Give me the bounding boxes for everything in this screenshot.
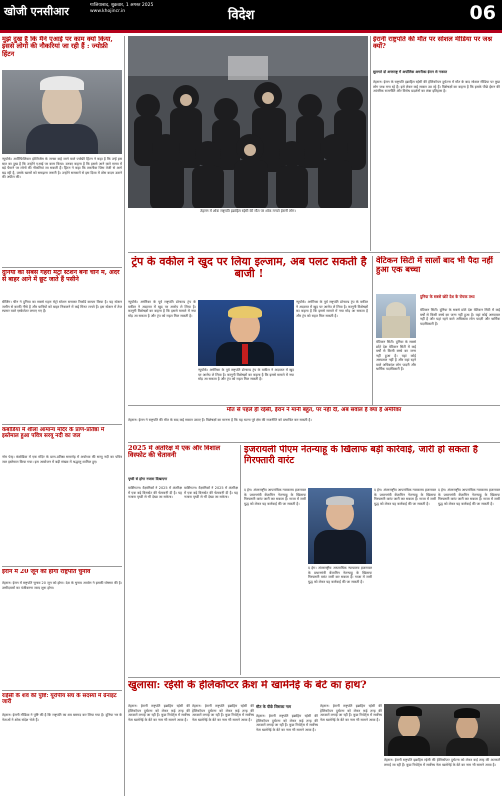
center-rule-3 xyxy=(128,442,500,443)
strip-headline-box xyxy=(128,407,500,416)
strip-headline: मौत से पहले ही रईसी, ईरान ने मानी बहुत, पर नहीं दी, अब सवाल है क्या है अमेरिका xyxy=(226,407,402,413)
column-divider-right xyxy=(370,36,371,251)
center-rule-1 xyxy=(128,252,500,253)
netanyahu-body-1: द हेग। अंतरराष्ट्रीय आपराधिक न्यायालय इजरायल के प्रधानमंत्री बेंजामिन नेतन्याहू के खिलाफ गिरफ्तारी वारंट जारी कर सकता है। गाजा में जारी युद्ध को लेकर यह कार्रवाई की जा सकती है। xyxy=(244,488,306,506)
trump-headline-box xyxy=(128,256,370,296)
khamenei-body-5: तेहरान। ईरानी राष्ट्रपति इब्राहिम रईसी की हेलिकॉप्टर दुर्घटना को लेकर कई तरह की अटकलें लगाई जा रही हैं। कुछ रिपोर्ट्स में सर्वोच्च नेता खामेनेई के बेटे का नाम भी सामने आया है। xyxy=(384,758,500,767)
date-line-1: गाजियाबाद, शुक्रवार, 1 अगस्त 2025 xyxy=(90,3,154,8)
story-raisi-body-text: तेहरान। ईरानी मीडिया ने पुष्टि की है कि राष्ट्रपति का शव बरामद कर लिया गया है। दुनिया भर के नेताओं ने शोक संदेश भेजे हैं। xyxy=(2,713,122,722)
figure-2-robe xyxy=(446,738,488,756)
page-number: 06 xyxy=(469,2,496,24)
trump-body-col3: न्यूयॉर्क। अमेरिका के पूर्व राष्ट्रपति डोनाल्ड ट्रंप के वकील ने अदालत में खुद पर आरोप ले लिया है। कानूनी विशेषज्ञों का कहना है कि इससे मामले में नया मोड़ आ सकता है और ट्रंप को राहत मिल सकती है। xyxy=(296,300,368,318)
khamenei-body-2: तेहरान। ईरानी राष्ट्रपति इब्राहिम रईसी की हेलिकॉप्टर दुर्घटना को लेकर कई तरह की अटकलें लगाई जा रही हैं। कुछ रिपोर्ट्स में सर्वोच्च नेता खामेनेई के बेटे का नाम भी सामने आया है। xyxy=(192,704,254,722)
masthead xyxy=(0,0,502,30)
khamenei-body-1: तेहरान। ईरानी राष्ट्रपति इब्राहिम रईसी की हेलिकॉप्टर दुर्घटना को लेकर कई तरह की अटकलें लगाई जा रही हैं। कुछ रिपोर्ट्स में सर्वोच्च नेता खामेनेई के बेटे का नाम भी सामने आया है। xyxy=(128,704,190,722)
netanyahu-hair xyxy=(326,496,354,505)
vatican-body: वेटिकन सिटी। दुनिया के सबसे छोटे देश वेटिकन सिटी में कई वर्षों से किसी बच्चे का जन्म नहीं हुआ है। यहां कोई अस्पताल नहीं है और यहां रहने वाले अधिकांश लोग पादरी और धार्मिक पदाधिकारी हैं। xyxy=(420,308,500,326)
strip-body: तेहरान। ईरान ने राष्ट्रपति की मौत के बाद कई सवाल उठाए हैं। विशेषज्ञों का मानना है कि यह घटना पूरे क्षेत्र की राजनीति को प्रभावित कर सकती है। xyxy=(128,418,312,422)
netanyahu-divider xyxy=(240,445,241,675)
date-line-2: www.khojincr.in xyxy=(90,9,126,14)
date-line xyxy=(90,3,153,15)
left-rule-1 xyxy=(2,267,122,268)
story-election-body: तेहरान। ईरान में राष्ट्रपति चुनाव 20 जून को होगा। देश के चुनाव आयोग ने इसकी घोषणा की है। उम्मीदवारों का पंजीकरण जल्द शुरू होगा। xyxy=(2,581,122,590)
story-hinton-body: न्यूयॉर्क। आर्टिफिशियल इंटेलिजेंस के जनक कहे जाने वाले ज्योफ्री हिंटन ने कहा है कि उन्हें इस बात का दुख है कि उन्होंने एआई पर काम किया। उनका कहना है कि इससे आने वाले समय में बड़े पैमाने पर लोगों की नौकरियां जा सकती हैं। हिंटन ने कहा कि तकनीक जिस तेजी से आगे बढ़ रही है, उसके खतरों को समझना जरूरी है। उन्होंने सरकारों से इस दिशा में ठोस कदम उठाने की अपील की। xyxy=(2,157,122,179)
vatican-building xyxy=(382,316,410,338)
netanyahu-headline: इजरायली पीएम नेतन्याहू के खिलाफ बड़ी कार्रवाई, जारी हो सकता है गिरफ्तारी वारंट xyxy=(244,445,478,466)
netanyahu-suit xyxy=(314,530,366,564)
center-rule-4 xyxy=(128,677,500,678)
left-rule-3 xyxy=(2,566,122,567)
story-election-headline: ईरान में 20 जून को होगा राष्ट्रपति चुनाव xyxy=(2,569,91,575)
crowd-photo-caption: तेहरान में शोक राष्ट्रपति इब्राहिम रईसी की मौत पर शोक मनाते ईरानी लोग। xyxy=(200,209,296,213)
asteroid-headline-box xyxy=(128,445,238,475)
masthead-rule xyxy=(0,30,502,33)
social-media-headline: ईरानी राष्ट्रपति की मौत पर सोशल मीडिया पर जश्न क्यों? xyxy=(373,36,492,51)
khamenei-headline-box xyxy=(128,680,500,702)
story-metro-body: बीजिंग। चीन ने दुनिया का सबसे गहरा मेट्रो स्टेशन बनाकर रिकॉर्ड कायम किया है। यह स्टेशन जमीन से काफी नीचे है और यात्रियों को बाहर निकलने में कई मिनट लगते हैं। इस स्टेशन में तेज रफ्तार वाले एस्केलेटर लगाए गए हैं। xyxy=(2,300,122,313)
mourning-crowd-photo xyxy=(128,36,368,208)
story-metro-headline-box xyxy=(2,270,122,298)
story-hinton-headline: मुझे दुख है कि मैंने एआई पर काम क्यों किया, इससे लोगों की नौकरियां जा रही हैं : ज्योफ्री हिंटन xyxy=(2,36,113,58)
khamenei-subhead: मौत के पीछे जिसका नाम xyxy=(256,704,292,709)
trump-tie xyxy=(242,344,248,364)
trump-headline: ट्रंप के वकील ने खुद पर लिया इल्जाम, अब पलट सकती है बाजी ! xyxy=(131,256,367,281)
trump-body-right: न्यूयॉर्क। अमेरिका के पूर्व राष्ट्रपति डोनाल्ड ट्रंप के वकील ने अदालत में खुद पर आरोप ले लिया है। कानूनी विशेषज्ञों का कहना है कि इससे मामले में नया मोड़ आ सकता है और ट्रंप को राहत मिल सकती है। xyxy=(198,368,294,381)
khamenei-body-4: तेहरान। ईरानी राष्ट्रपति इब्राहिम रईसी की हेलिकॉप्टर दुर्घटना को लेकर कई तरह की अटकलें लगाई जा रही हैं। कुछ रिपोर्ट्स में सर्वोच्च नेता खामेनेई के बेटे का नाम भी सामने आया है। xyxy=(320,704,382,722)
khamenei-body-3: तेहरान। ईरानी राष्ट्रपति इब्राहिम रईसी की हेलिकॉप्टर दुर्घटना को लेकर कई तरह की अटकलें लगाई जा रही हैं। कुछ रिपोर्ट्स में सर्वोच्च नेता खामेनेई के बेटे का नाम भी सामने आया है। xyxy=(256,714,318,732)
vatican-divider xyxy=(372,256,373,406)
story-cambodia-headline: कंबोडिया में शीला आमान्य मंदिर के प्राण-प्रतिष्ठा में इस्तेमाल हुआ पवित्र सरयू नदी का जल xyxy=(2,427,105,440)
vatican-headline-box xyxy=(376,256,500,292)
trump-body-left: न्यूयॉर्क। अमेरिका के पूर्व राष्ट्रपति डोनाल्ड ट्रंप के वकील ने अदालत में खुद पर आरोप ले लिया है। कानूनी विशेषज्ञों का कहना है कि इससे मामले में नया मोड़ आ सकता है और ट्रंप को राहत मिल सकती है। xyxy=(128,300,196,318)
vatican-body-col: वेटिकन सिटी। दुनिया के सबसे छोटे देश वेटिकन सिटी में कई वर्षों से किसी बच्चे का जन्म नहीं हुआ है। यहां कोई अस्पताल नहीं है और यहां रहने वाले अधिकांश लोग पादरी और धार्मिक पदाधिकारी हैं। xyxy=(376,340,416,371)
section-title: विदेश xyxy=(228,8,255,23)
story-hinton-headline-box xyxy=(2,36,122,68)
crowd-illustration xyxy=(128,36,368,208)
asteroid-body-2: वाशिंगटन। वैज्ञानिकों ने 2025 में अंतरिक्ष में एक बड़े विस्फोट की चेतावनी दी है। यह नजारा पृथ्वी से भी देखा जा सकेगा। xyxy=(184,486,238,499)
hinton-photo xyxy=(2,70,122,154)
social-media-body: तेहरान। ईरान के राष्ट्रपति इब्राहिम रईसी की हेलिकॉप्टर दुर्घटना में मौत के बाद सोशल मीडिया पर कुछ लोग जश्न मना रहे हैं। इसे लेकर कई सवाल उठ रहे हैं। विशेषज्ञों का कहना है कि इसके पीछे ईरान की आंतरिक राजनीति और विरोध प्रदर्शनों का लंबा इतिहास है। xyxy=(373,80,500,93)
story-raisi-body-headline: राईसी के शव की पुष्टि: यूरोपीय संघ के सदस्यों में ग्रेनाइट जारी xyxy=(2,693,117,706)
vatican-kicker: दुनिया के सबसे छोटे देश के रोचक तथ्य xyxy=(420,294,475,299)
netanyahu-photo xyxy=(308,488,372,564)
column-divider-left xyxy=(124,36,125,796)
asteroid-kicker: पृथ्वी से होगा नजारा दिखाएगा xyxy=(128,477,168,481)
khamenei-photo xyxy=(384,704,500,756)
figure-1-robe xyxy=(388,736,430,756)
netanyahu-headline-box xyxy=(244,445,500,485)
story-metro-headline: दुनिया का सबसे गहरा मेट्रो स्टेशन बना चीन में, अंदर से बाहर आने में छूट जाते हैं पसीने xyxy=(2,270,120,283)
center-rule-2 xyxy=(128,405,500,406)
netanyahu-body-4: द हेग। अंतरराष्ट्रीय आपराधिक न्यायालय इजरायल के प्रधानमंत्री बेंजामिन नेतन्याहू के खिलाफ गिरफ्तारी वारंट जारी कर सकता है। गाजा में जारी युद्ध को लेकर यह कार्रवाई की जा सकती है। xyxy=(438,488,500,506)
story-raisi-body-headline-box xyxy=(2,693,122,711)
left-rule-4 xyxy=(2,690,122,691)
story-cambodia-body: नोम पेन्ह। कंबोडिया में एक मंदिर के प्राण-प्रतिष्ठा समारोह में अयोध्या की सरयू नदी का पवित्र जल इस्तेमाल किया गया। इस आयोजन में बड़ी संख्या में श्रद्धालु शामिल हुए। xyxy=(2,455,122,464)
story-cambodia-headline-box xyxy=(2,427,122,453)
trump-photo xyxy=(198,300,294,366)
story-election-headline-box xyxy=(2,569,122,579)
figure-1-turban xyxy=(396,706,422,716)
vatican-photo xyxy=(376,294,416,338)
netanyahu-body-2: द हेग। अंतरराष्ट्रीय आपराधिक न्यायालय इजरायल के प्रधानमंत्री बेंजामिन नेतन्याहू के खिलाफ गिरफ्तारी वारंट जारी कर सकता है। गाजा में जारी युद्ध को लेकर यह कार्रवाई की जा सकती है। xyxy=(308,566,372,584)
portrait-suit xyxy=(26,124,98,154)
trump-hair xyxy=(228,306,262,318)
brand-name: खोजी एनसीआर xyxy=(4,5,69,18)
social-media-kicker: सुलगते दो अन्तराष्ट्र में अपोलिक अमरीका ईरान से नफरत xyxy=(373,70,448,74)
left-rule-2 xyxy=(2,424,122,425)
figure-2-turban xyxy=(454,708,480,718)
asteroid-headline: 2025 में अंतरिक्ष में एक और विशाल विस्फोट की चेतावनी xyxy=(128,445,221,460)
netanyahu-body-3: द हेग। अंतरराष्ट्रीय आपराधिक न्यायालय इजरायल के प्रधानमंत्री बेंजामिन नेतन्याहू के खिलाफ गिरफ्तारी वारंट जारी कर सकता है। गाजा में जारी युद्ध को लेकर यह कार्रवाई की जा सकती है। xyxy=(374,488,436,506)
khamenei-headline: खुलासा: रईसी के हेलिकॉप्टर क्रैश में खामेनेई के बेटे का हाथ? xyxy=(128,680,367,691)
vatican-headline: वेटिकन सिटी में सालों बाद भी पैदा नहीं हुआ एक बच्चा xyxy=(376,256,493,275)
portrait-hair xyxy=(40,76,84,90)
social-media-headline-box xyxy=(373,36,500,68)
asteroid-body-1: वाशिंगटन। वैज्ञानिकों ने 2025 में अंतरिक्ष में एक बड़े विस्फोट की चेतावनी दी है। यह नजारा पृथ्वी से भी देखा जा सकेगा। xyxy=(128,486,182,499)
